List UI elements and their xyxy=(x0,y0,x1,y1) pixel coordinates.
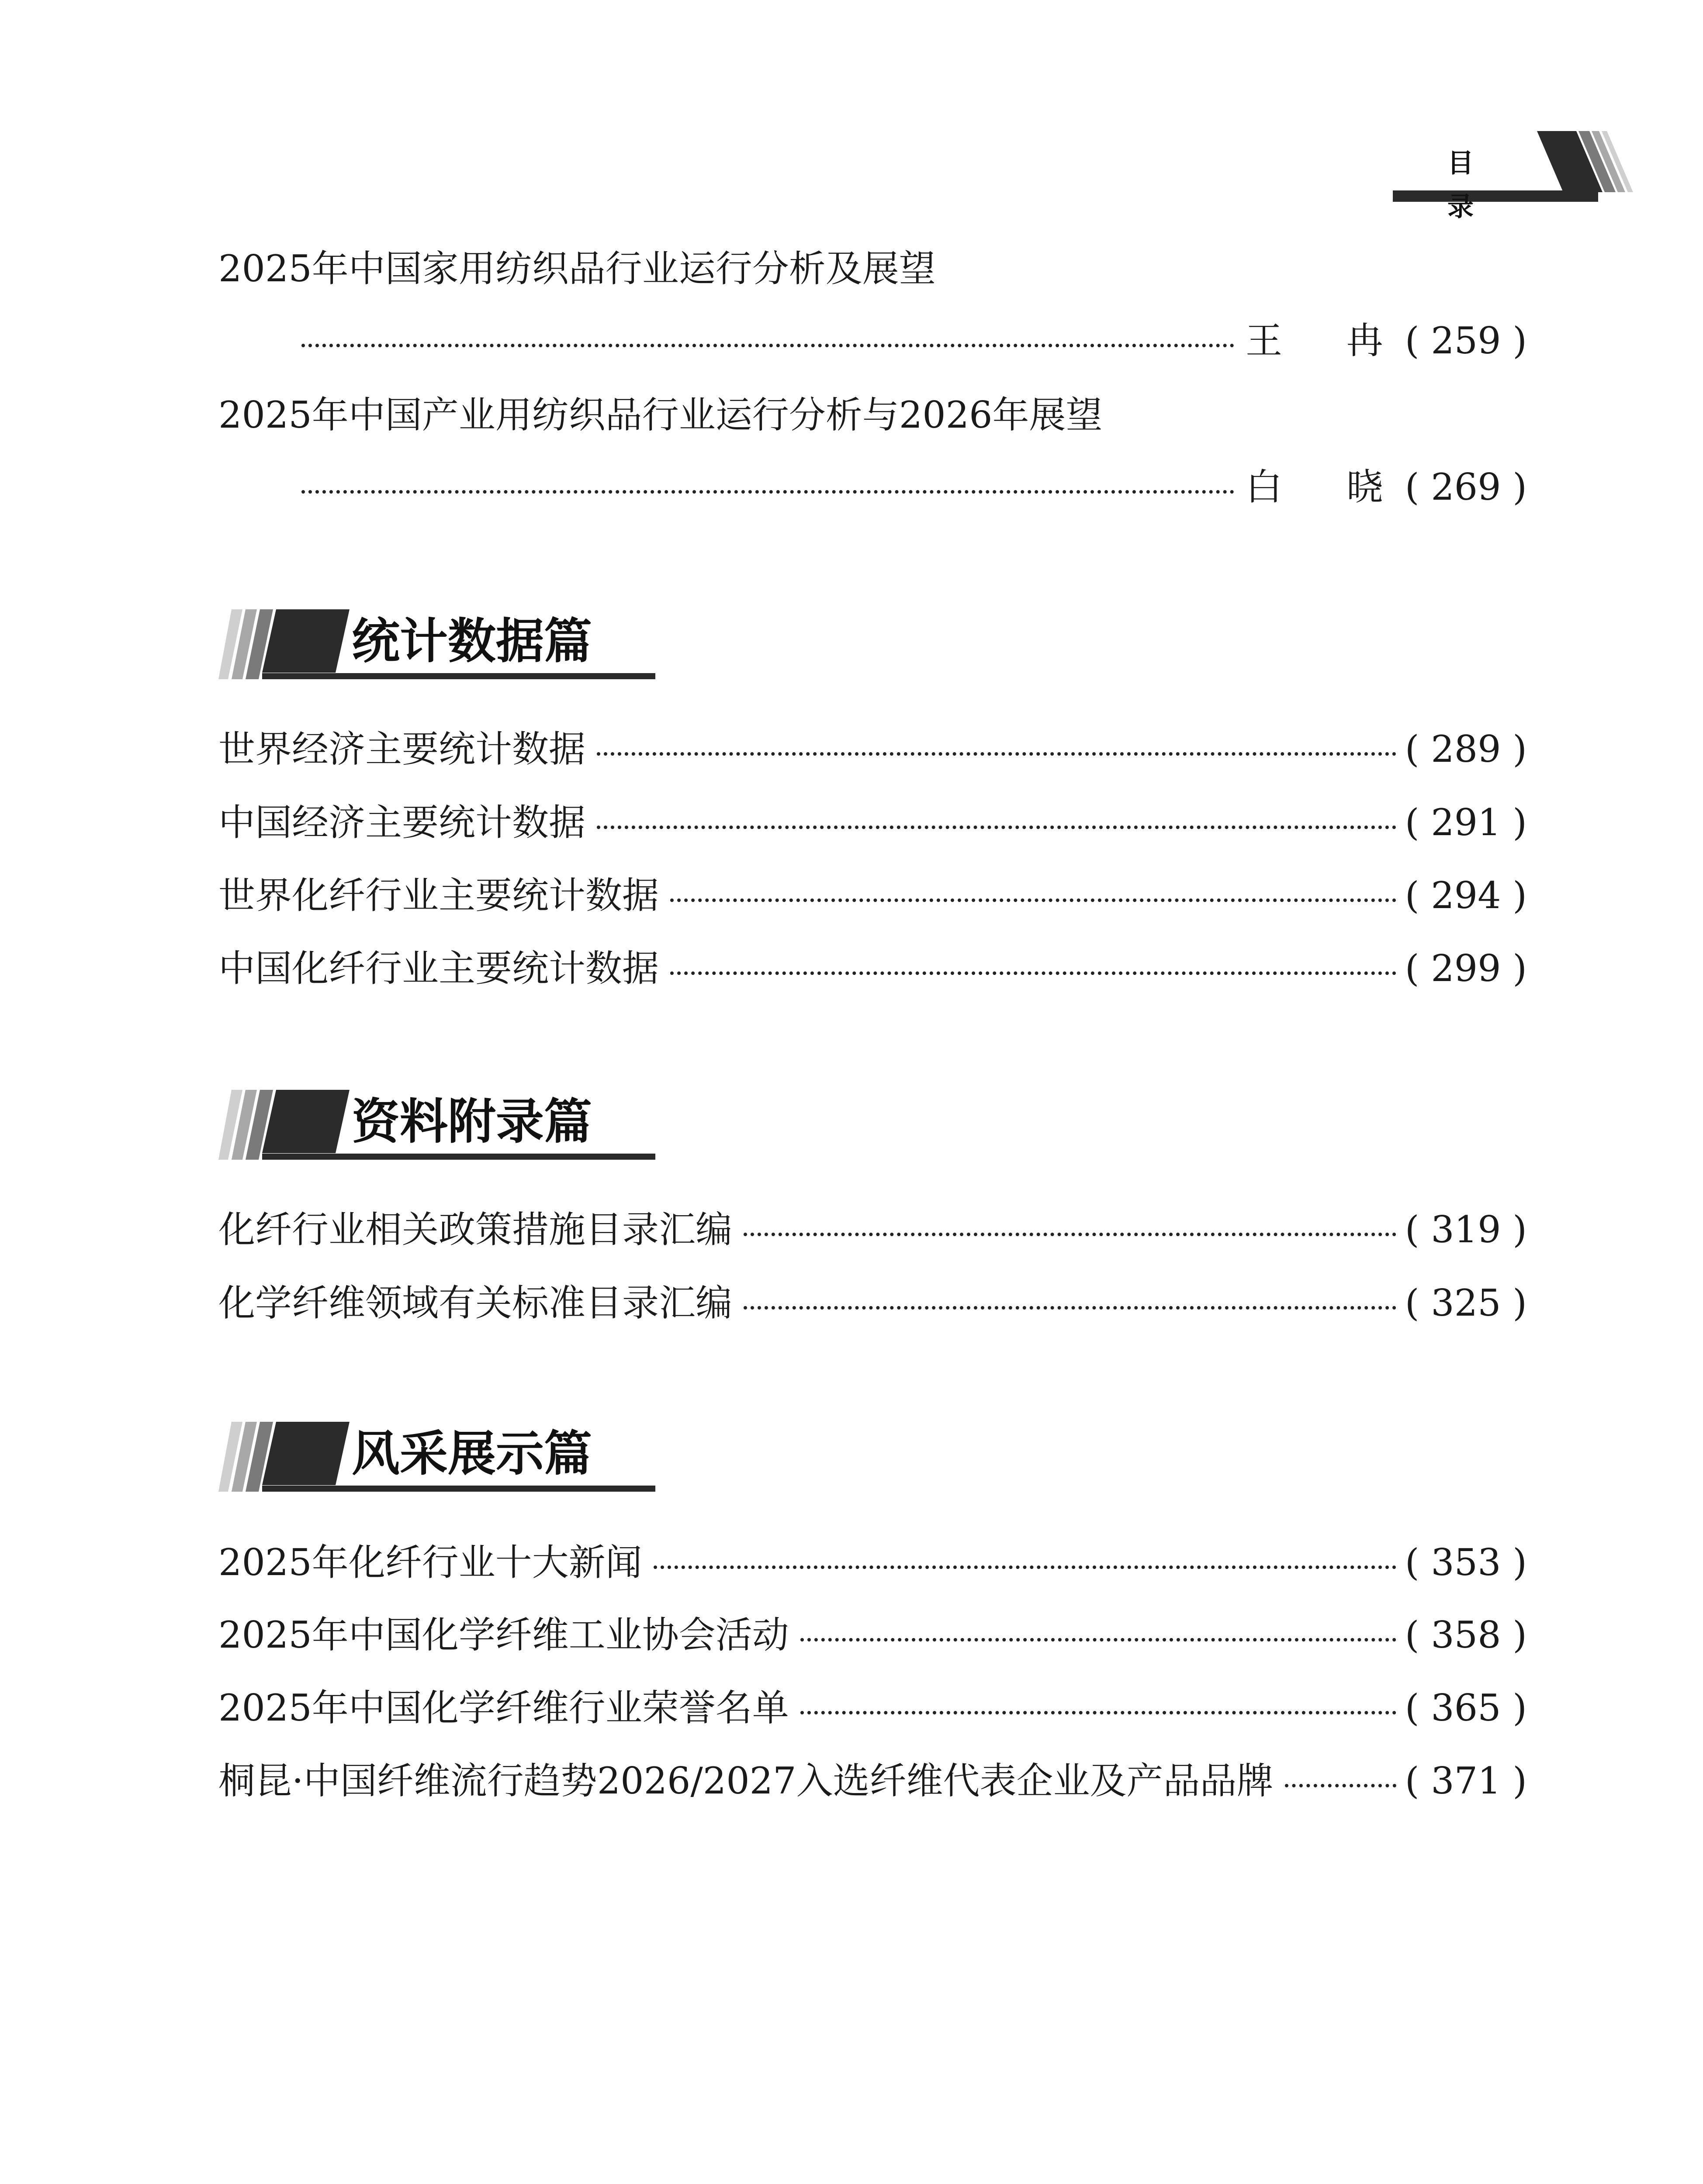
dot-leader xyxy=(301,490,1234,494)
toc-entry-title: 桐昆·中国纤维流行趋势2026/2027入选纤维代表企业及产品品牌 xyxy=(218,1759,1274,1802)
toc-entry-page: ( 289 ) xyxy=(1405,728,1527,771)
toc-entry-leader-row[interactable] xyxy=(301,463,1527,511)
toc-entry-page: ( 325 ) xyxy=(1405,1282,1527,1324)
toc-entry[interactable] xyxy=(218,798,1527,847)
toc-entry-page: ( 371 ) xyxy=(1405,1759,1527,1802)
toc-entry-leader-row[interactable] xyxy=(301,317,1527,365)
section-title: 资料附录篇 xyxy=(352,1094,592,1150)
section-title: 风采展示篇 xyxy=(352,1426,592,1482)
toc-entry-page: ( 358 ) xyxy=(1405,1614,1527,1656)
toc-entry-title: 化纤行业相关政策措施目录汇编 xyxy=(218,1208,733,1251)
toc-entry-title: 化学纤维领域有关标准目录汇编 xyxy=(218,1282,733,1324)
dot-leader xyxy=(597,826,1396,829)
toc-entry-title: 2025年化纤行业十大新闻 xyxy=(218,1541,642,1584)
toc-entry[interactable] xyxy=(218,1684,1527,1732)
toc-entry-title: 中国化纤行业主要统计数据 xyxy=(218,947,659,990)
toc-entry-page: ( 291 ) xyxy=(1405,801,1527,844)
toc-entry-author: 王 冉 xyxy=(1246,319,1409,362)
section-heading xyxy=(218,609,655,684)
toc-entry[interactable] xyxy=(218,871,1527,919)
toc-entry-page: ( 269 ) xyxy=(1405,466,1527,508)
running-header xyxy=(1393,131,1637,222)
toc-entry[interactable] xyxy=(218,1611,1527,1659)
toc-entry-page: ( 319 ) xyxy=(1405,1208,1527,1251)
toc-entry[interactable] xyxy=(218,725,1527,773)
toc-entry-page: ( 299 ) xyxy=(1405,947,1527,990)
section-title: 统计数据篇 xyxy=(352,613,592,669)
toc-entry-title: 世界化纤行业主要统计数据 xyxy=(218,874,659,917)
toc-entry-title: 2025年中国产业用纺织品行业运行分析与2026年展望 xyxy=(218,394,1103,436)
toc-entry-title: 2025年中国家用纺织品行业运行分析及展望 xyxy=(218,247,936,290)
toc-entry[interactable] xyxy=(218,1538,1527,1586)
section-heading xyxy=(218,1422,655,1496)
dot-leader xyxy=(301,344,1234,347)
dot-leader xyxy=(744,1233,1396,1236)
dot-leader xyxy=(670,971,1396,975)
dot-leader xyxy=(597,752,1396,756)
toc-entry-page: ( 353 ) xyxy=(1405,1541,1527,1584)
toc-entry[interactable] xyxy=(218,1279,1527,1327)
dot-leader xyxy=(800,1711,1396,1714)
toc-entry-title: 世界经济主要统计数据 xyxy=(218,728,586,771)
toc-entry-author: 白 晓 xyxy=(1246,466,1409,508)
toc-entry-page: ( 365 ) xyxy=(1405,1686,1527,1729)
toc-entry[interactable] xyxy=(218,944,1527,992)
toc-entry-page: ( 294 ) xyxy=(1405,874,1527,917)
dot-leader xyxy=(670,898,1396,902)
dot-leader xyxy=(654,1565,1396,1569)
dot-leader xyxy=(1285,1784,1396,1787)
toc-entry-page: ( 259 ) xyxy=(1405,319,1527,362)
dot-leader xyxy=(800,1638,1396,1641)
toc-entry[interactable] xyxy=(218,1757,1527,1805)
dot-leader xyxy=(744,1306,1396,1310)
toc-entry-title: 中国经济主要统计数据 xyxy=(218,801,586,844)
toc-entry-title: 2025年中国化学纤维工业协会活动 xyxy=(218,1614,789,1656)
header-title: 目 录 xyxy=(1447,148,1513,222)
toc-entry[interactable] xyxy=(218,1206,1527,1254)
toc-entry-title: 2025年中国化学纤维行业荣誉名单 xyxy=(218,1686,789,1729)
section-heading xyxy=(218,1090,655,1164)
